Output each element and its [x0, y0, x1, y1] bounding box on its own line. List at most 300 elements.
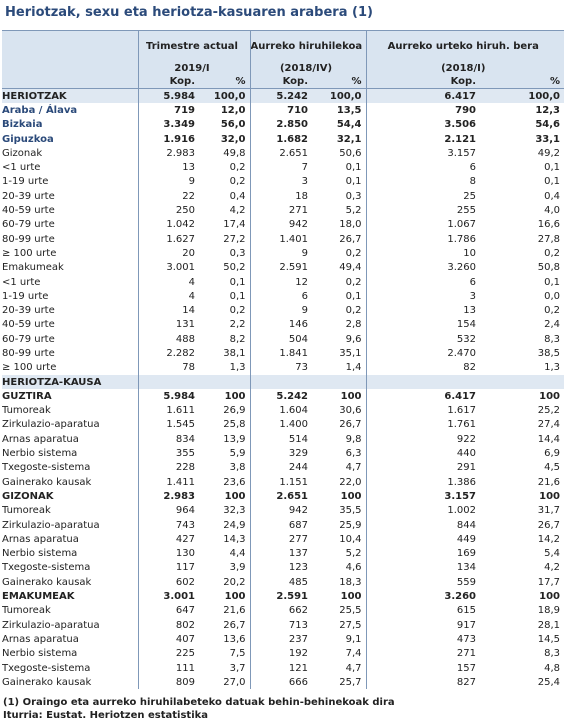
cell-percent: 25,9 — [339, 519, 362, 531]
header-col2-period: (2018/IV) — [250, 62, 366, 75]
cell-percent: 100 — [539, 490, 561, 502]
cell-count: 8 — [366, 175, 480, 189]
cell-count: 1.611 — [138, 404, 199, 418]
cell-count: 131 — [138, 318, 199, 332]
cell-count: 157 — [366, 661, 480, 675]
table-row — [2, 261, 564, 275]
cell-percent: 18,0 — [339, 219, 362, 231]
cell-percent: 54,4 — [336, 119, 362, 131]
cell-percent: 54,6 — [535, 119, 561, 131]
cell-percent: 3,8 — [229, 462, 246, 474]
cell-count: 25 — [366, 189, 480, 203]
cell-count: 117 — [138, 561, 199, 575]
cell-count: 13 — [138, 160, 199, 174]
table-row — [2, 89, 564, 104]
header-blank — [2, 75, 138, 89]
cell-percent: 56,0 — [220, 119, 246, 131]
cell-percent: 9,8 — [345, 433, 362, 445]
row-label: Nerbio sistema — [2, 548, 78, 560]
cell-percent: 21,6 — [537, 476, 561, 488]
row-label: Zirkulazio-aparatua — [2, 519, 100, 531]
cell-percent: 0,0 — [544, 290, 561, 302]
cell-count: 14 — [138, 303, 199, 317]
table-row — [2, 404, 564, 418]
cell-count: 355 — [138, 446, 199, 460]
cell-percent: 6,9 — [544, 448, 561, 460]
cell-count: 6.417 — [366, 389, 480, 403]
cell-percent: 0,1 — [229, 276, 246, 288]
row-label: HERIOTZA-KAUSA — [2, 375, 138, 389]
cell-count: 427 — [138, 532, 199, 546]
cell-count — [366, 375, 480, 389]
cell-count: 3.157 — [366, 146, 480, 160]
cell-count: 271 — [250, 203, 312, 217]
row-label: Txegoste-sistema — [2, 462, 91, 474]
table-row — [2, 675, 564, 689]
cell-percent: 2,4 — [544, 319, 561, 331]
cell-percent: 8,3 — [544, 648, 561, 660]
cell-percent: 100,0 — [312, 89, 366, 104]
cell-percent: 1,3 — [229, 362, 246, 374]
cell-percent: 4,4 — [229, 548, 246, 560]
cell-count: 2.850 — [250, 118, 312, 132]
cell-count: 3.001 — [138, 589, 199, 603]
cell-percent: 4,8 — [544, 662, 561, 674]
cell-percent: 23,6 — [223, 476, 246, 488]
cell-percent: 0,2 — [544, 305, 561, 317]
row-label: Tumoreak — [2, 505, 51, 517]
cell-count — [250, 375, 312, 389]
table-row — [2, 275, 564, 289]
cell-count — [138, 375, 199, 389]
table-row — [2, 561, 564, 575]
cell-percent: 100 — [224, 591, 246, 603]
header-row-titles — [2, 31, 564, 63]
cell-count: 111 — [138, 661, 199, 675]
cell-percent: 0,4 — [544, 190, 561, 202]
table-row — [2, 303, 564, 317]
cell-count: 123 — [250, 561, 312, 575]
row-label: ≥ 100 urte — [2, 362, 57, 374]
cell-count: 485 — [250, 575, 312, 589]
cell-count: 615 — [366, 604, 480, 618]
cell-percent: 0,2 — [544, 247, 561, 259]
table-row — [2, 346, 564, 360]
cell-percent: 0,2 — [229, 162, 246, 174]
header-col1-period: 2019/I — [138, 62, 250, 75]
cell-count: 5.242 — [250, 389, 312, 403]
cell-count: 3.260 — [366, 589, 480, 603]
cell-count: 271 — [366, 647, 480, 661]
cell-count: 6 — [250, 289, 312, 303]
row-label: Bizkaia — [2, 119, 43, 131]
cell-count: 2.121 — [366, 132, 480, 146]
row-label: Gizonak — [2, 147, 43, 159]
row-label: Nerbio sistema — [2, 648, 78, 660]
cell-percent: 100 — [340, 390, 362, 402]
cell-count: 10 — [366, 246, 480, 260]
deaths-table — [2, 30, 564, 689]
cell-percent: 14,2 — [537, 533, 561, 545]
table-row — [2, 175, 564, 189]
table-row — [2, 375, 564, 389]
table-row — [2, 661, 564, 675]
table-row — [2, 518, 564, 532]
cell-count: 2.651 — [250, 146, 312, 160]
cell-percent: 5,9 — [229, 448, 246, 460]
cell-count: 1.682 — [250, 132, 312, 146]
cell-count: 9 — [250, 303, 312, 317]
cell-count: 3 — [366, 289, 480, 303]
cell-percent: 32,1 — [336, 133, 362, 145]
cell-percent: 100 — [224, 390, 246, 402]
cell-count: 917 — [366, 618, 480, 632]
row-label: Tumoreak — [2, 605, 51, 617]
cell-percent: 17,7 — [537, 576, 561, 588]
cell-count: 1.400 — [250, 418, 312, 432]
cell-percent: 7,4 — [345, 648, 362, 660]
cell-percent: 13,5 — [336, 104, 362, 116]
cell-count: 1.617 — [366, 404, 480, 418]
cell-count: 602 — [138, 575, 199, 589]
cell-count: 121 — [250, 661, 312, 675]
table-row — [2, 332, 564, 346]
cell-count: 1.761 — [366, 418, 480, 432]
table-row — [2, 103, 564, 117]
cell-count: 291 — [366, 461, 480, 475]
cell-count: 1.627 — [138, 232, 199, 246]
cell-percent: 1,4 — [345, 362, 362, 374]
cell-percent: 27,8 — [537, 233, 561, 245]
cell-count: 488 — [138, 332, 199, 346]
table-row — [2, 504, 564, 518]
cell-percent — [480, 375, 564, 389]
footnote: (1) Oraingo eta aurreko hiruhilabeteko datuak behin-behinekoak dira — [3, 697, 395, 708]
row-label: Arnas aparatua — [2, 633, 79, 645]
cell-percent: 13,9 — [223, 433, 246, 445]
row-label: Gipuzkoa — [2, 133, 54, 145]
cell-percent: 7,5 — [229, 648, 246, 660]
row-label: HERIOTZAK — [2, 89, 138, 104]
cell-percent: 14,5 — [537, 633, 561, 645]
table-row — [2, 289, 564, 303]
cell-count: 146 — [250, 318, 312, 332]
cell-count: 2.591 — [250, 589, 312, 603]
cell-percent: 3,7 — [229, 662, 246, 674]
cell-percent: 21,6 — [223, 605, 246, 617]
cell-percent: 27,2 — [223, 233, 246, 245]
cell-count: 18 — [250, 189, 312, 203]
cell-percent: 0,1 — [544, 276, 561, 288]
row-label: EMAKUMEAK — [2, 591, 75, 603]
cell-count: 78 — [138, 361, 199, 375]
cell-percent: 4,7 — [345, 662, 362, 674]
row-label: 40-59 urte — [2, 205, 55, 217]
cell-percent: 0,1 — [345, 176, 362, 188]
cell-percent: 100 — [539, 390, 561, 402]
cell-count: 1.786 — [366, 232, 480, 246]
header-col3-title: Aurreko urteko hiruh. bera — [366, 31, 564, 63]
cell-count: 532 — [366, 332, 480, 346]
cell-percent: 4,6 — [345, 562, 362, 574]
cell-percent: 26,7 — [537, 519, 561, 531]
cell-count: 942 — [250, 218, 312, 232]
cell-count: 5.984 — [138, 389, 199, 403]
cell-percent: 1,3 — [544, 362, 561, 374]
cell-percent: 8,3 — [544, 333, 561, 345]
cell-percent: 30,6 — [339, 405, 362, 417]
cell-percent: 100 — [224, 490, 246, 502]
cell-count: 277 — [250, 532, 312, 546]
cell-percent: 10,4 — [339, 533, 362, 545]
cell-percent: 4,2 — [544, 562, 561, 574]
row-label: Zirkulazio-aparatua — [2, 619, 100, 631]
table-row — [2, 132, 564, 146]
row-label: Gainerako kausak — [2, 676, 92, 688]
cell-percent: 32,0 — [220, 133, 246, 145]
cell-percent: 0,1 — [345, 162, 362, 174]
header-col3-period: (2018/I) — [366, 62, 564, 75]
cell-count: 2.282 — [138, 346, 199, 360]
cell-percent: 49,4 — [339, 262, 362, 274]
cell-count: 192 — [250, 647, 312, 661]
table-row — [2, 475, 564, 489]
table-row — [2, 446, 564, 460]
cell-count: 713 — [250, 618, 312, 632]
cell-percent: 25,7 — [339, 676, 362, 688]
cell-percent: 50,8 — [537, 262, 561, 274]
cell-count: 6 — [366, 275, 480, 289]
cell-count: 6.417 — [366, 89, 480, 104]
cell-count: 964 — [138, 504, 199, 518]
cell-count: 559 — [366, 575, 480, 589]
row-label: GUZTIRA — [2, 390, 52, 402]
cell-count: 922 — [366, 432, 480, 446]
cell-count: 802 — [138, 618, 199, 632]
cell-percent: 0,3 — [345, 190, 362, 202]
cell-count: 687 — [250, 518, 312, 532]
cell-percent: 13,6 — [223, 633, 246, 645]
cell-percent: 3,9 — [229, 562, 246, 574]
cell-count: 130 — [138, 547, 199, 561]
cell-percent: 50,2 — [223, 262, 246, 274]
row-label: <1 urte — [2, 162, 41, 174]
cell-count: 12 — [250, 275, 312, 289]
table-row — [2, 604, 564, 618]
cell-count: 2.591 — [250, 261, 312, 275]
cell-percent: 25,8 — [223, 419, 246, 431]
cell-count: 9 — [250, 246, 312, 260]
cell-percent: 50,6 — [339, 147, 362, 159]
cell-percent: 18,9 — [537, 605, 561, 617]
cell-count: 1.042 — [138, 218, 199, 232]
cell-percent: 100 — [340, 490, 362, 502]
table-row — [2, 361, 564, 375]
cell-count: 834 — [138, 432, 199, 446]
cell-count: 250 — [138, 203, 199, 217]
cell-count: 2.651 — [250, 489, 312, 503]
table-row — [2, 218, 564, 232]
cell-count: 1.916 — [138, 132, 199, 146]
cell-count: 407 — [138, 632, 199, 646]
cell-percent: 27,4 — [537, 419, 561, 431]
header-kop: Kop. — [250, 75, 312, 89]
table-row — [2, 418, 564, 432]
header-pct: % — [312, 75, 366, 89]
cell-percent: 0,1 — [229, 290, 246, 302]
cell-count: 7 — [250, 160, 312, 174]
cell-percent: 26,9 — [223, 405, 246, 417]
cell-percent: 18,3 — [339, 576, 362, 588]
cell-percent: 38,1 — [223, 347, 246, 359]
cell-count: 169 — [366, 547, 480, 561]
header-row-periods — [2, 62, 564, 75]
cell-percent: 5,2 — [345, 548, 362, 560]
cell-count: 5.242 — [250, 89, 312, 104]
table-row — [2, 118, 564, 132]
cell-percent: 14,4 — [537, 433, 561, 445]
header-pct: % — [480, 75, 564, 89]
cell-count: 827 — [366, 675, 480, 689]
cell-count: 1.545 — [138, 418, 199, 432]
cell-percent: 26,7 — [339, 233, 362, 245]
cell-count: 3.506 — [366, 118, 480, 132]
cell-percent: 25,2 — [537, 405, 561, 417]
table-row — [2, 232, 564, 246]
cell-percent: 33,1 — [535, 133, 561, 145]
cell-count: 13 — [366, 303, 480, 317]
table-row — [2, 246, 564, 260]
cell-count: 3.157 — [366, 489, 480, 503]
table-row — [2, 618, 564, 632]
cell-percent: 25,4 — [537, 676, 561, 688]
row-label: Emakumeak — [2, 262, 64, 274]
cell-percent: 4,0 — [544, 205, 561, 217]
cell-percent: 5,2 — [345, 205, 362, 217]
cell-percent: 27,0 — [223, 676, 246, 688]
row-label: 1-19 urte — [2, 290, 49, 302]
table-row — [2, 461, 564, 475]
cell-percent: 0,1 — [544, 162, 561, 174]
header-pct: % — [199, 75, 250, 89]
cell-count: 255 — [366, 203, 480, 217]
row-label: Gainerako kausak — [2, 576, 92, 588]
cell-count: 1.604 — [250, 404, 312, 418]
row-label: Araba / Álava — [2, 104, 78, 116]
cell-percent: 9,6 — [345, 333, 362, 345]
cell-percent: 24,9 — [223, 519, 246, 531]
page-title: Heriotzak, sexu eta heriotza-kasuaren arabera (1) — [5, 5, 373, 20]
cell-percent: 16,6 — [537, 219, 561, 231]
row-label: 60-79 urte — [2, 333, 55, 345]
cell-percent: 0,2 — [229, 305, 246, 317]
table-row — [2, 203, 564, 217]
table-row — [2, 647, 564, 661]
cell-count: 710 — [250, 103, 312, 117]
cell-count: 134 — [366, 561, 480, 575]
cell-count: 4 — [138, 289, 199, 303]
cell-count: 440 — [366, 446, 480, 460]
cell-percent: 2,8 — [345, 319, 362, 331]
cell-percent: 12,3 — [535, 104, 561, 116]
cell-percent: 0,4 — [229, 190, 246, 202]
cell-percent: 6,3 — [345, 448, 362, 460]
cell-count: 790 — [366, 103, 480, 117]
row-label: <1 urte — [2, 276, 41, 288]
cell-percent: 25,5 — [339, 605, 362, 617]
cell-count: 809 — [138, 675, 199, 689]
cell-percent: 32,3 — [223, 505, 246, 517]
row-label: ≥ 100 urte — [2, 247, 57, 259]
cell-percent: 0,2 — [345, 247, 362, 259]
cell-count: 942 — [250, 504, 312, 518]
cell-count: 228 — [138, 461, 199, 475]
cell-count: 3 — [250, 175, 312, 189]
cell-count: 73 — [250, 361, 312, 375]
cell-count: 3.349 — [138, 118, 199, 132]
cell-count: 225 — [138, 647, 199, 661]
cell-percent: 8,2 — [229, 333, 246, 345]
row-label: GIZONAK — [2, 490, 54, 502]
cell-count: 504 — [250, 332, 312, 346]
cell-percent: 4,5 — [544, 462, 561, 474]
cell-count: 9 — [138, 175, 199, 189]
source-note: Iturria: Eustat. Heriotzen estatistika — [3, 710, 209, 721]
header-col1-title: Trimestre actual — [138, 31, 250, 63]
cell-percent: 20,2 — [223, 576, 246, 588]
row-label: 40-59 urte — [2, 319, 55, 331]
cell-count: 1.411 — [138, 475, 199, 489]
cell-count: 844 — [366, 518, 480, 532]
cell-count: 1.841 — [250, 346, 312, 360]
cell-percent: 12,0 — [220, 104, 246, 116]
cell-count: 449 — [366, 532, 480, 546]
cell-percent: 0,3 — [229, 247, 246, 259]
header-col2-title: Aurreko hiruhilekoa — [250, 31, 366, 63]
cell-percent: 22,0 — [339, 476, 362, 488]
cell-percent: 26,7 — [223, 619, 246, 631]
cell-count: 154 — [366, 318, 480, 332]
cell-count: 3.260 — [366, 261, 480, 275]
table-row — [2, 489, 564, 503]
cell-percent: 14,3 — [223, 533, 246, 545]
cell-count: 4 — [138, 275, 199, 289]
row-label: 80-99 urte — [2, 233, 55, 245]
cell-percent: 35,1 — [339, 347, 362, 359]
row-label: 1-19 urte — [2, 176, 49, 188]
cell-count: 3.001 — [138, 261, 199, 275]
cell-count: 137 — [250, 547, 312, 561]
cell-percent: 35,5 — [339, 505, 362, 517]
cell-count: 1.151 — [250, 475, 312, 489]
cell-percent: 38,5 — [537, 347, 561, 359]
row-label: Txegoste-sistema — [2, 662, 91, 674]
cell-count: 1.401 — [250, 232, 312, 246]
header-row-units — [2, 75, 564, 89]
table-row — [2, 575, 564, 589]
header-blank — [2, 31, 138, 63]
cell-count: 2.983 — [138, 489, 199, 503]
cell-count: 473 — [366, 632, 480, 646]
cell-percent: 100 — [539, 591, 561, 603]
table-row — [2, 589, 564, 603]
cell-percent: 49,8 — [223, 147, 246, 159]
row-label: Zirkulazio-aparatua — [2, 419, 100, 431]
cell-count: 743 — [138, 518, 199, 532]
cell-count: 1.067 — [366, 218, 480, 232]
cell-percent: 9,1 — [345, 633, 362, 645]
cell-percent: 4,7 — [345, 462, 362, 474]
